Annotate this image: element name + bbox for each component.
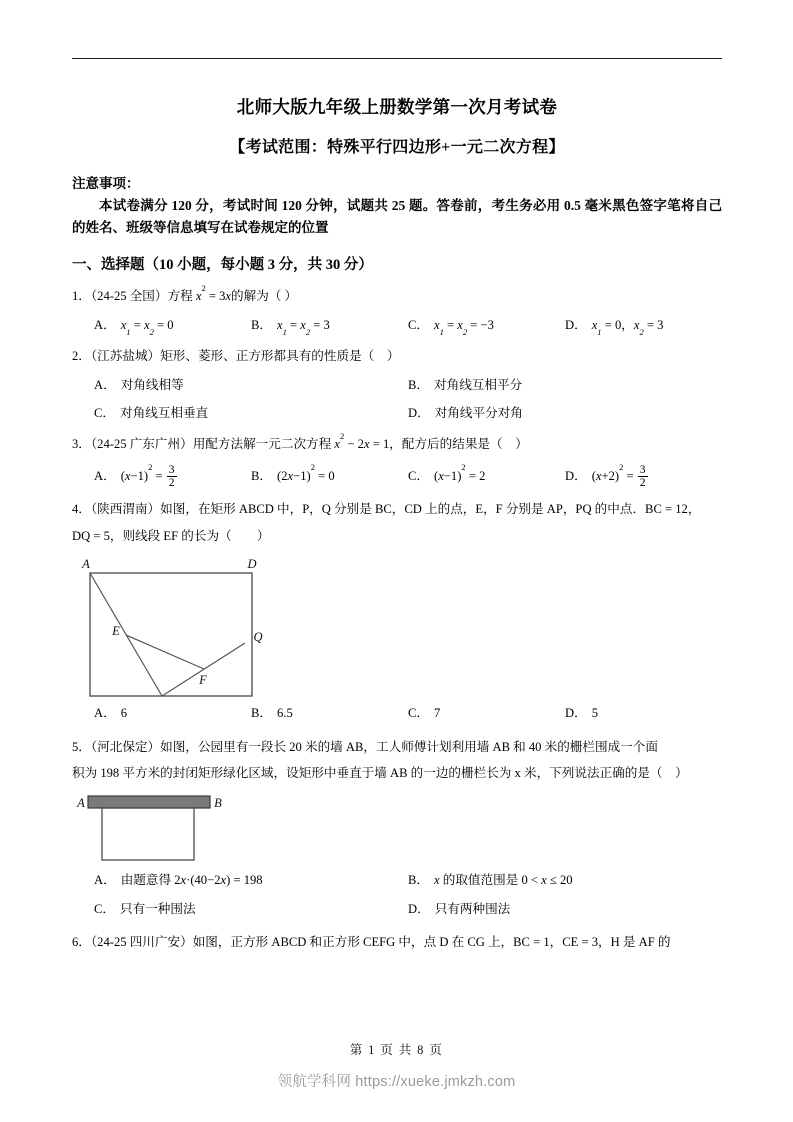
question-5-stem-line2: 积为 198 平方米的封闭矩形绿化区域，设矩形中垂直于墙 AB 的一边的栅栏长为 x 米，下列说法正确的是（ ） xyxy=(72,765,688,780)
question-3-options xyxy=(72,463,722,490)
question-1-source: （24-25 全国） xyxy=(90,289,168,304)
question-2 xyxy=(72,345,722,424)
question-4-source: （陕西渭南） xyxy=(90,502,161,517)
question-2-option-d[interactable]: D． 对角线平分对角 xyxy=(408,405,523,420)
question-3-number: 3． xyxy=(72,437,91,452)
question-3-stem xyxy=(72,430,722,455)
question-4-figure xyxy=(72,551,722,701)
page-title: 北师大版九年级上册数学第一次月考试卷 xyxy=(236,97,558,117)
rectangle-abcd-diagram xyxy=(72,551,282,701)
question-3-option-d[interactable]: D． $(x+2)^2$ = $\frac{3}{2}$ xyxy=(565,462,646,490)
figure-label-c xyxy=(248,700,257,701)
question-4-stem-line1: 4．（陕西渭南）如图，在矩形 ABCD 中，P，Q 分别是 BC，CD 上的点，E，F 分别是 AP，PQ 的中点．BC = 12， xyxy=(72,502,701,517)
question-4-options xyxy=(72,703,722,724)
question-1-option-d[interactable]: D． $x_1 = 0$，$x_2 = 3$ xyxy=(565,317,664,337)
figure-label-d: D xyxy=(247,557,257,572)
question-2-stem-tail: 矩形、菱形、正方形都具有的性质是（ ） xyxy=(160,349,400,364)
figure-label-wall-a: A xyxy=(77,796,85,811)
question-2-stem xyxy=(72,345,722,367)
figure-label-a: A xyxy=(82,557,90,572)
figure-label-p xyxy=(156,700,165,701)
question-5 xyxy=(72,736,722,921)
wall-fence-diagram xyxy=(72,790,272,868)
question-4-option-b[interactable]: B． 6.5 xyxy=(251,706,293,721)
question-5-number: 5． xyxy=(72,739,91,754)
question-5-options xyxy=(72,870,722,920)
question-5-option-a[interactable]: A． 由题意得 2x·(40−2x) = 198 xyxy=(94,873,263,888)
question-4-option-d[interactable]: D． 5 xyxy=(565,706,598,721)
question-1-option-a[interactable]: A． $x_1 = x_2 = 0$ xyxy=(94,317,174,337)
question-6-number: 6． xyxy=(72,935,91,950)
section-heading-choice: 一、选择题（10 小题，每小题 3 分，共 30 分） xyxy=(72,256,373,273)
question-1-stem-text: 方程 xyxy=(167,289,193,304)
question-5-figure xyxy=(72,790,722,868)
figure-label-wall-b: B xyxy=(214,796,222,811)
figure-label-e: E xyxy=(112,624,120,639)
question-2-options xyxy=(72,375,722,425)
question-6-stem-line1: 6．（24-25 四川广安）如图，正方形 ABCD 和正方形 CEFG 中，点 D 在 CG 上，BC = 1，CE = 3，H 是 AF 的 xyxy=(72,935,671,950)
question-1 xyxy=(72,282,722,337)
question-3-source: （24-25 广东广州） xyxy=(90,437,193,452)
question-3-option-a[interactable]: A． $(x-1)^2$ = $\frac{3}{2}$ xyxy=(94,462,175,490)
question-1-options xyxy=(72,315,722,336)
question-2-source: （江苏盐城） xyxy=(90,349,161,364)
figure-label-f: F xyxy=(199,673,207,688)
question-4 xyxy=(72,498,722,724)
question-3-stem-tail: ，配方后的结果是（ ） xyxy=(389,437,528,452)
page-subtitle: 【考试范围：特殊平行四边形+一元二次方程】 xyxy=(229,139,565,157)
question-3-option-b[interactable]: B． $(2x-1)^2 = 0$ xyxy=(251,462,335,483)
question-5-option-c[interactable]: C． 只有一种围法 xyxy=(94,901,196,916)
question-3-stem-text: 用配方法解一元二次方程 xyxy=(192,437,332,452)
page-content xyxy=(72,88,722,954)
question-4-stem-line2: DQ = 5，则线段 EF 的长为（ ） xyxy=(72,528,270,543)
question-4-option-c[interactable]: C． 7 xyxy=(408,706,441,721)
question-1-stem-math: $x^2 = 3x$ xyxy=(195,282,232,304)
figure-label-q: Q xyxy=(253,630,263,645)
question-1-option-b[interactable]: B． $x_1 = x_2 = 3$ xyxy=(251,317,330,337)
question-1-stem xyxy=(72,282,722,307)
question-5-option-b[interactable]: B． x 的取值范围是 0 < x ≤ 20 xyxy=(408,873,573,888)
question-3-option-c[interactable]: C． $(x-1)^2 = 2$ xyxy=(408,462,486,483)
question-5-source: （河北保定） xyxy=(90,739,161,754)
question-2-number: 2． xyxy=(72,349,91,364)
footer-watermark: 领航学科网 https://xueke.jmkzh.com xyxy=(277,1074,516,1090)
question-1-stem-tail: 的解为（ ） xyxy=(231,289,298,304)
question-3-stem-math: $x^2 - 2x = 1$ xyxy=(334,430,390,452)
header-divider-rule xyxy=(72,58,722,59)
notice-heading: 注意事项： xyxy=(72,176,140,192)
question-5-option-d[interactable]: D． 只有两种围法 xyxy=(408,901,511,916)
question-6-source: （24-25 四川广安） xyxy=(90,935,193,950)
notice-body: 本试卷满分 120 分，考试时间 120 分钟，试题共 25 题。答卷前，考生务必用 0.5 毫米黑色签字笔将自己的姓名、班级等信息填写在试卷规定的位置 xyxy=(72,197,722,235)
question-1-option-c[interactable]: C． $x_1 = x_2 = -3$ xyxy=(408,317,494,337)
footer-page-number: 第 1 页 共 8 页 xyxy=(349,1043,444,1057)
question-6 xyxy=(72,931,722,953)
question-1-number: 1． xyxy=(72,289,91,304)
question-2-option-c[interactable]: C． 对角线互相垂直 xyxy=(94,405,209,420)
question-2-option-b[interactable]: B． 对角线互相平分 xyxy=(408,377,523,392)
question-4-number: 4． xyxy=(72,502,91,517)
figure-label-b xyxy=(80,700,88,701)
question-4-option-a[interactable]: A． 6 xyxy=(94,706,127,721)
question-2-option-a[interactable]: A． 对角线相等 xyxy=(94,377,184,392)
question-5-stem-line1: 5．（河北保定）如图，公园里有一段长 20 米的墙 AB，工人师傅计划利用墙 AB 和 40 米的栅栏围成一个面 xyxy=(72,739,658,754)
question-3 xyxy=(72,430,722,490)
